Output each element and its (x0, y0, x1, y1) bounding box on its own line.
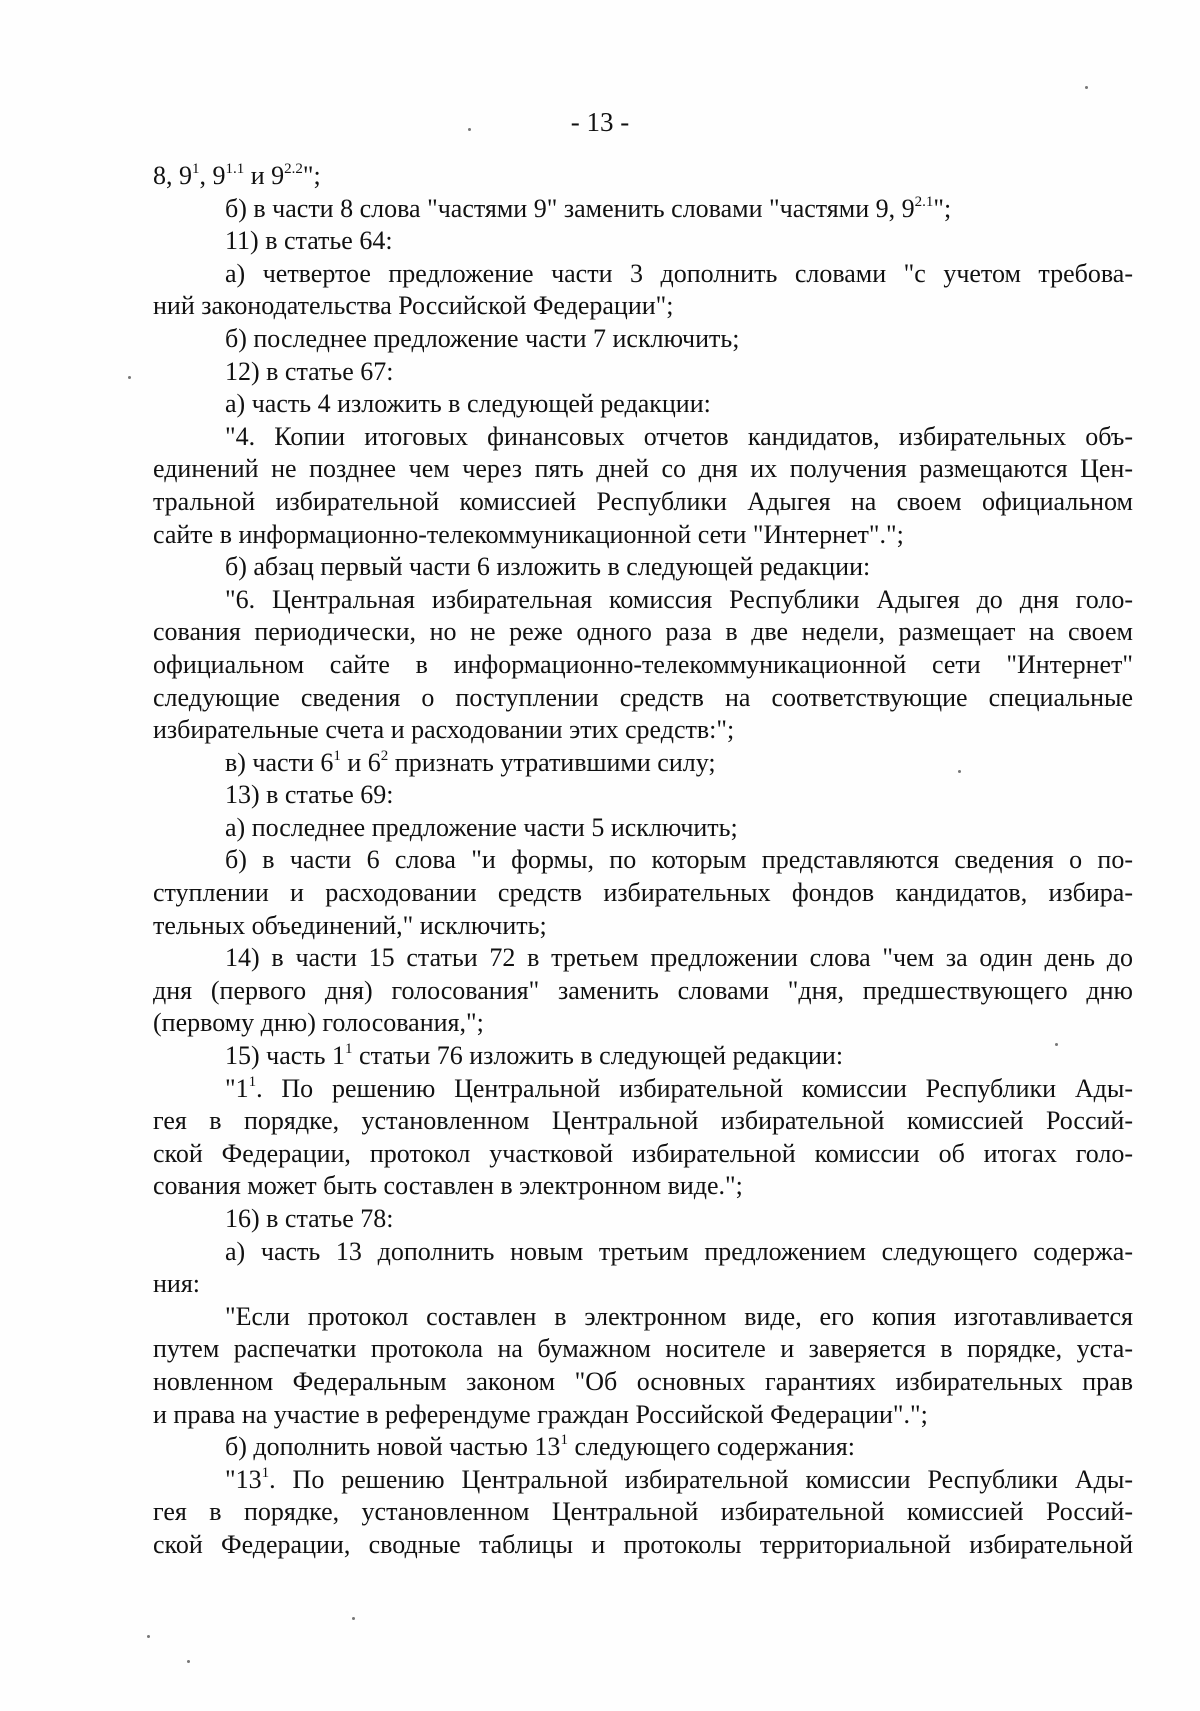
text-run: 16) в статье 78: (225, 1204, 394, 1233)
text-run: сайте в информационно-телекоммуникационной сети "Интернет"."; (153, 519, 904, 549)
text-run: ния: (153, 1269, 201, 1299)
text-line (153, 290, 1133, 323)
text-line (153, 942, 1133, 975)
text-line (153, 1203, 1133, 1236)
text-line (153, 1529, 1133, 1562)
text-line (153, 1496, 1133, 1529)
text-run: 11) в статье 64: (225, 226, 393, 256)
superscript: 1.1 (225, 161, 245, 177)
text-run: "; (933, 193, 952, 223)
superscript: 2.1 (914, 193, 934, 210)
text-line (153, 388, 1133, 421)
scan-speck (147, 1635, 150, 1638)
text-run: 15) часть 1 (225, 1041, 346, 1071)
text-run: 12) в статье 67: (225, 356, 394, 386)
text-run: гея в порядке, установленном Центральной избирательной комиссией Россий- (153, 1106, 1133, 1136)
text-line (153, 1138, 1133, 1171)
document-body (153, 160, 1133, 1562)
text-run: следующего содержания: (567, 1432, 855, 1462)
scan-speck (1085, 86, 1088, 89)
superscript: 1 (345, 1041, 353, 1058)
text-run: "4. Копии итоговых финансовых отчетов кандидатов, избирательных объ- (225, 421, 1133, 451)
superscript: 1 (560, 1432, 568, 1449)
text-line (153, 421, 1133, 454)
text-run: и 9 (244, 161, 285, 190)
text-run: ний законодательства Российской Федерации"; (153, 291, 674, 321)
text-line (153, 714, 1133, 747)
text-line (153, 258, 1133, 291)
text-run: . По решению Центральной избирательной комиссии Республики Ады- (256, 1073, 1133, 1103)
text-line (153, 616, 1133, 649)
text-line (153, 453, 1133, 486)
text-line (153, 584, 1133, 617)
text-run: единений не позднее чем через пять дней со дня их получения размещаются Цен- (153, 454, 1133, 484)
text-line (153, 323, 1133, 356)
text-line (153, 356, 1133, 389)
text-run: избирательные счета и расходовании этих средств:"; (153, 715, 735, 745)
text-line (153, 877, 1133, 910)
scan-speck (128, 376, 131, 379)
text-line (153, 844, 1133, 877)
scan-speck (468, 128, 471, 131)
text-run: , 9 (199, 161, 226, 190)
text-run: "6. Центральная избирательная комиссия Республики Адыгея до дня голо- (225, 584, 1133, 614)
text-line (153, 1073, 1133, 1106)
text-run: а) часть 4 изложить в следующей редакции: (225, 389, 711, 419)
text-run: а) четвертое предложение части 3 дополнить словами "с учетом требова- (225, 258, 1133, 288)
text-run: "13 (225, 1464, 262, 1494)
text-run: следующие сведения о поступлении средств на соответствующие специальные (153, 682, 1133, 712)
text-run: дня (первого дня) голосования" заменить словами "дня, предшествующего дню (153, 975, 1133, 1005)
text-run: новленном Федеральным законом "Об основных гарантиях избирательных прав (153, 1366, 1133, 1396)
text-line (153, 1007, 1133, 1040)
text-run: 8, 9 (153, 161, 192, 190)
text-line (153, 682, 1133, 715)
text-line (153, 160, 1133, 193)
text-line (153, 1333, 1133, 1366)
text-line (153, 486, 1133, 519)
text-run: б) последнее предложение части 7 исключить; (225, 323, 740, 353)
text-run: путем распечатки протокола на бумажном носителе и заверяется в порядке, уста- (153, 1334, 1133, 1364)
text-run: б) в части 8 слова "частями 9" заменить словами "частями 9, 9 (225, 193, 915, 223)
scan-speck (187, 1660, 190, 1663)
text-run: в) части 6 (225, 747, 334, 777)
page-number: - 13 - (570, 107, 630, 137)
text-run: 14) в части 15 статьи 72 в третьем предложении слова "чем за один день до (225, 943, 1133, 973)
superscript: 1 (192, 161, 200, 177)
superscript: 1 (333, 747, 341, 764)
text-line (153, 1399, 1133, 1432)
text-run: признать утратившими силу; (388, 747, 716, 777)
superscript: 2 (380, 747, 389, 764)
text-line (153, 812, 1133, 845)
superscript: 1 (261, 1464, 270, 1481)
text-line (153, 551, 1133, 584)
text-line (153, 1366, 1133, 1399)
text-run: и права на участие в референдуме граждан Российской Федерации"."; (153, 1399, 928, 1429)
scan-speck (958, 770, 961, 773)
text-line (153, 1268, 1133, 1301)
text-line (153, 1105, 1133, 1138)
text-run: сования может быть составлен в электронном виде."; (153, 1171, 743, 1201)
text-run: 13) в статье 69: (225, 780, 394, 810)
text-run: "1 (225, 1073, 249, 1103)
text-run: сования периодически, но не реже одного раза в две недели, размещает на своем (153, 617, 1133, 647)
text-line (153, 975, 1133, 1008)
text-line (153, 1040, 1133, 1073)
text-run: ской Федерации, сводные таблицы и протоколы территориальной избирательной (153, 1529, 1133, 1559)
superscript: 2.2 (284, 161, 303, 177)
text-run: ской Федерации, протокол участковой избирательной комиссии об итогах голо- (153, 1138, 1133, 1168)
text-run: "Если протокол составлен в электронном виде, его копия изготавливается (225, 1301, 1133, 1331)
text-run: "; (302, 161, 321, 190)
text-run: (первому дню) голосования,"; (153, 1008, 484, 1038)
text-line (153, 1431, 1133, 1464)
scan-speck (1055, 1043, 1058, 1046)
text-run: б) в части 6 слова "и формы, по которым представляются сведения о по- (225, 845, 1133, 875)
text-run: и 6 (340, 747, 381, 777)
text-line (153, 1170, 1133, 1203)
text-run: тельных объединений," исключить; (153, 910, 547, 940)
text-run: официальном сайте в информационно-телекоммуникационной сети "Интернет" (153, 649, 1133, 679)
text-line (153, 193, 1133, 226)
text-run: тральной избирательной комиссией Республики Адыгея на своем официальном (153, 486, 1133, 516)
text-line (153, 225, 1133, 258)
text-line (153, 910, 1133, 943)
text-run: статьи 76 изложить в следующей редакции: (352, 1041, 844, 1071)
text-run: а) часть 13 дополнить новым третьим предложением следующего содержа- (225, 1236, 1133, 1266)
scan-speck (352, 1617, 355, 1620)
text-run: ступлении и расходовании средств избирательных фондов кандидатов, избира- (153, 878, 1133, 908)
text-run: . По решению Центральной избирательной комиссии Республики Ады- (269, 1464, 1133, 1494)
text-run: гея в порядке, установленном Центральной избирательной комиссией Россий- (153, 1497, 1133, 1527)
superscript: 1 (248, 1073, 257, 1090)
text-run: б) абзац первый части 6 изложить в следующей редакции: (225, 552, 871, 582)
text-line (153, 1464, 1133, 1497)
text-line (153, 649, 1133, 682)
text-line (153, 779, 1133, 812)
text-line (153, 519, 1133, 552)
text-line (153, 1236, 1133, 1269)
text-run: б) дополнить новой частью 13 (225, 1432, 561, 1462)
text-line (153, 747, 1133, 780)
text-run: а) последнее предложение части 5 исключить; (225, 812, 738, 842)
text-line (153, 1301, 1133, 1334)
